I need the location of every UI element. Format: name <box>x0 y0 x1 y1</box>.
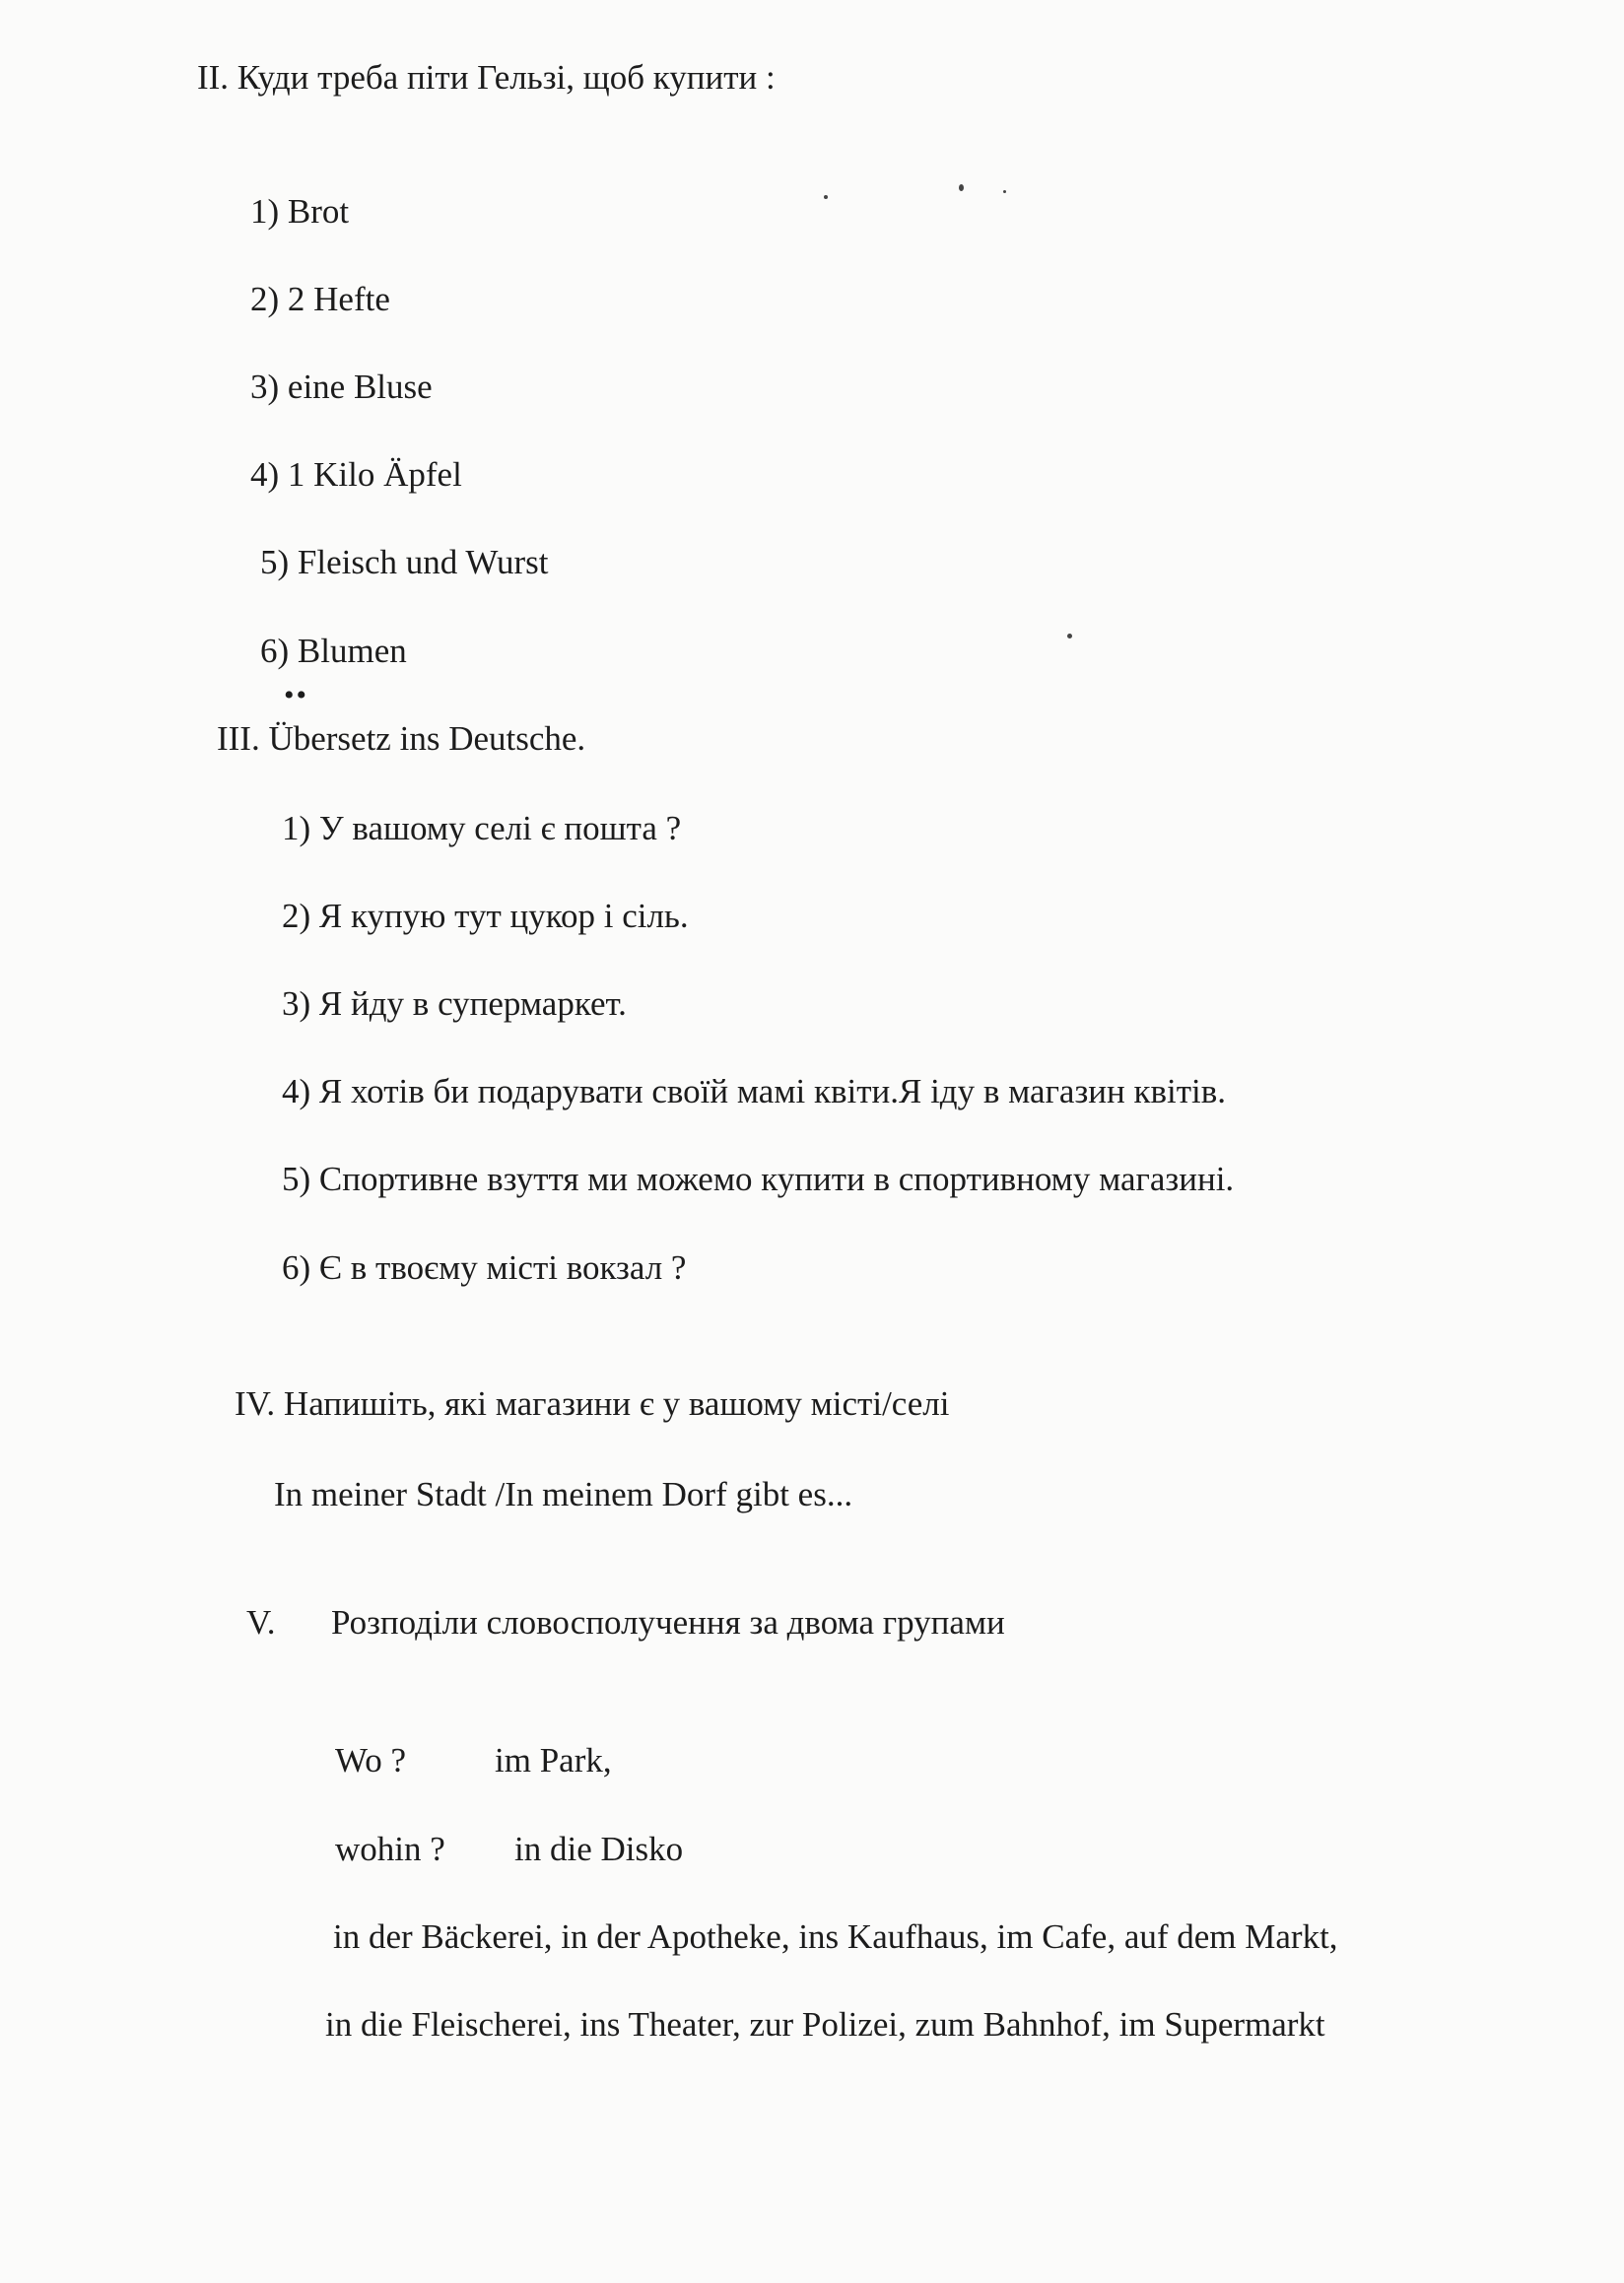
phrases-line-1: in der Bäckerei, in der Apotheke, ins Kaufhaus, im Cafe, auf dem Markt, <box>333 1917 1338 1956</box>
scan-speck <box>1067 634 1072 638</box>
section-2-heading: II. Куди треба піти Гельзі, щоб купити : <box>197 58 776 97</box>
scan-speck <box>959 184 964 191</box>
section-3-item-5: 5) Спортивне взуття ми можемо купити в спортивному магазині. <box>282 1160 1235 1198</box>
scan-speck <box>824 195 828 199</box>
section-2-item-6: 6) Blumen <box>260 632 407 670</box>
section-4-heading: IV. Напишіть, які магазини є у вашому місті/селі <box>235 1384 950 1423</box>
section-3-heading: III. Übersetz ins Deutsche. <box>217 719 586 758</box>
section-2-item-2: 2) 2 Hefte <box>250 280 390 318</box>
wohin-label: wohin ? <box>335 1830 445 1868</box>
section-3-item-1: 1) У вашому селі є пошта ? <box>282 809 682 847</box>
wo-example: im Park, <box>495 1741 612 1779</box>
section-2-item-5: 5) Fleisch und Wurst <box>260 543 549 581</box>
wohin-example: in die Disko <box>514 1830 684 1868</box>
section-2-item-1: 1) Brot <box>250 192 350 231</box>
scan-speck <box>1003 190 1006 193</box>
phrases-line-2: in die Fleischerei, ins Theater, zur Polizei, zum Bahnhof, im Supermarkt <box>325 2005 1325 2044</box>
section-5-heading: Розподіли словосполучення за двома групами <box>331 1603 1005 1642</box>
section-3-item-4: 4) Я хотів би подарувати своїй мамі квіти.Я іду в магазин квітів. <box>282 1072 1227 1110</box>
section-2-item-4: 4) 1 Kilo Äpfel <box>250 455 462 494</box>
umlaut-dots-mark: •• <box>284 679 309 711</box>
wo-label: Wo ? <box>335 1741 407 1779</box>
section-2-item-3: 3) eine Bluse <box>250 368 433 406</box>
section-3-item-3: 3) Я йду в супермаркет. <box>282 984 627 1023</box>
section-3-item-2: 2) Я купую тут цукор і сіль. <box>282 897 689 935</box>
section-3-item-6: 6) Є в твоєму місті вокзал ? <box>282 1248 687 1287</box>
section-5-numeral: V. <box>246 1603 276 1642</box>
section-4-prompt: In meiner Stadt /In meinem Dorf gibt es... <box>274 1475 853 1513</box>
